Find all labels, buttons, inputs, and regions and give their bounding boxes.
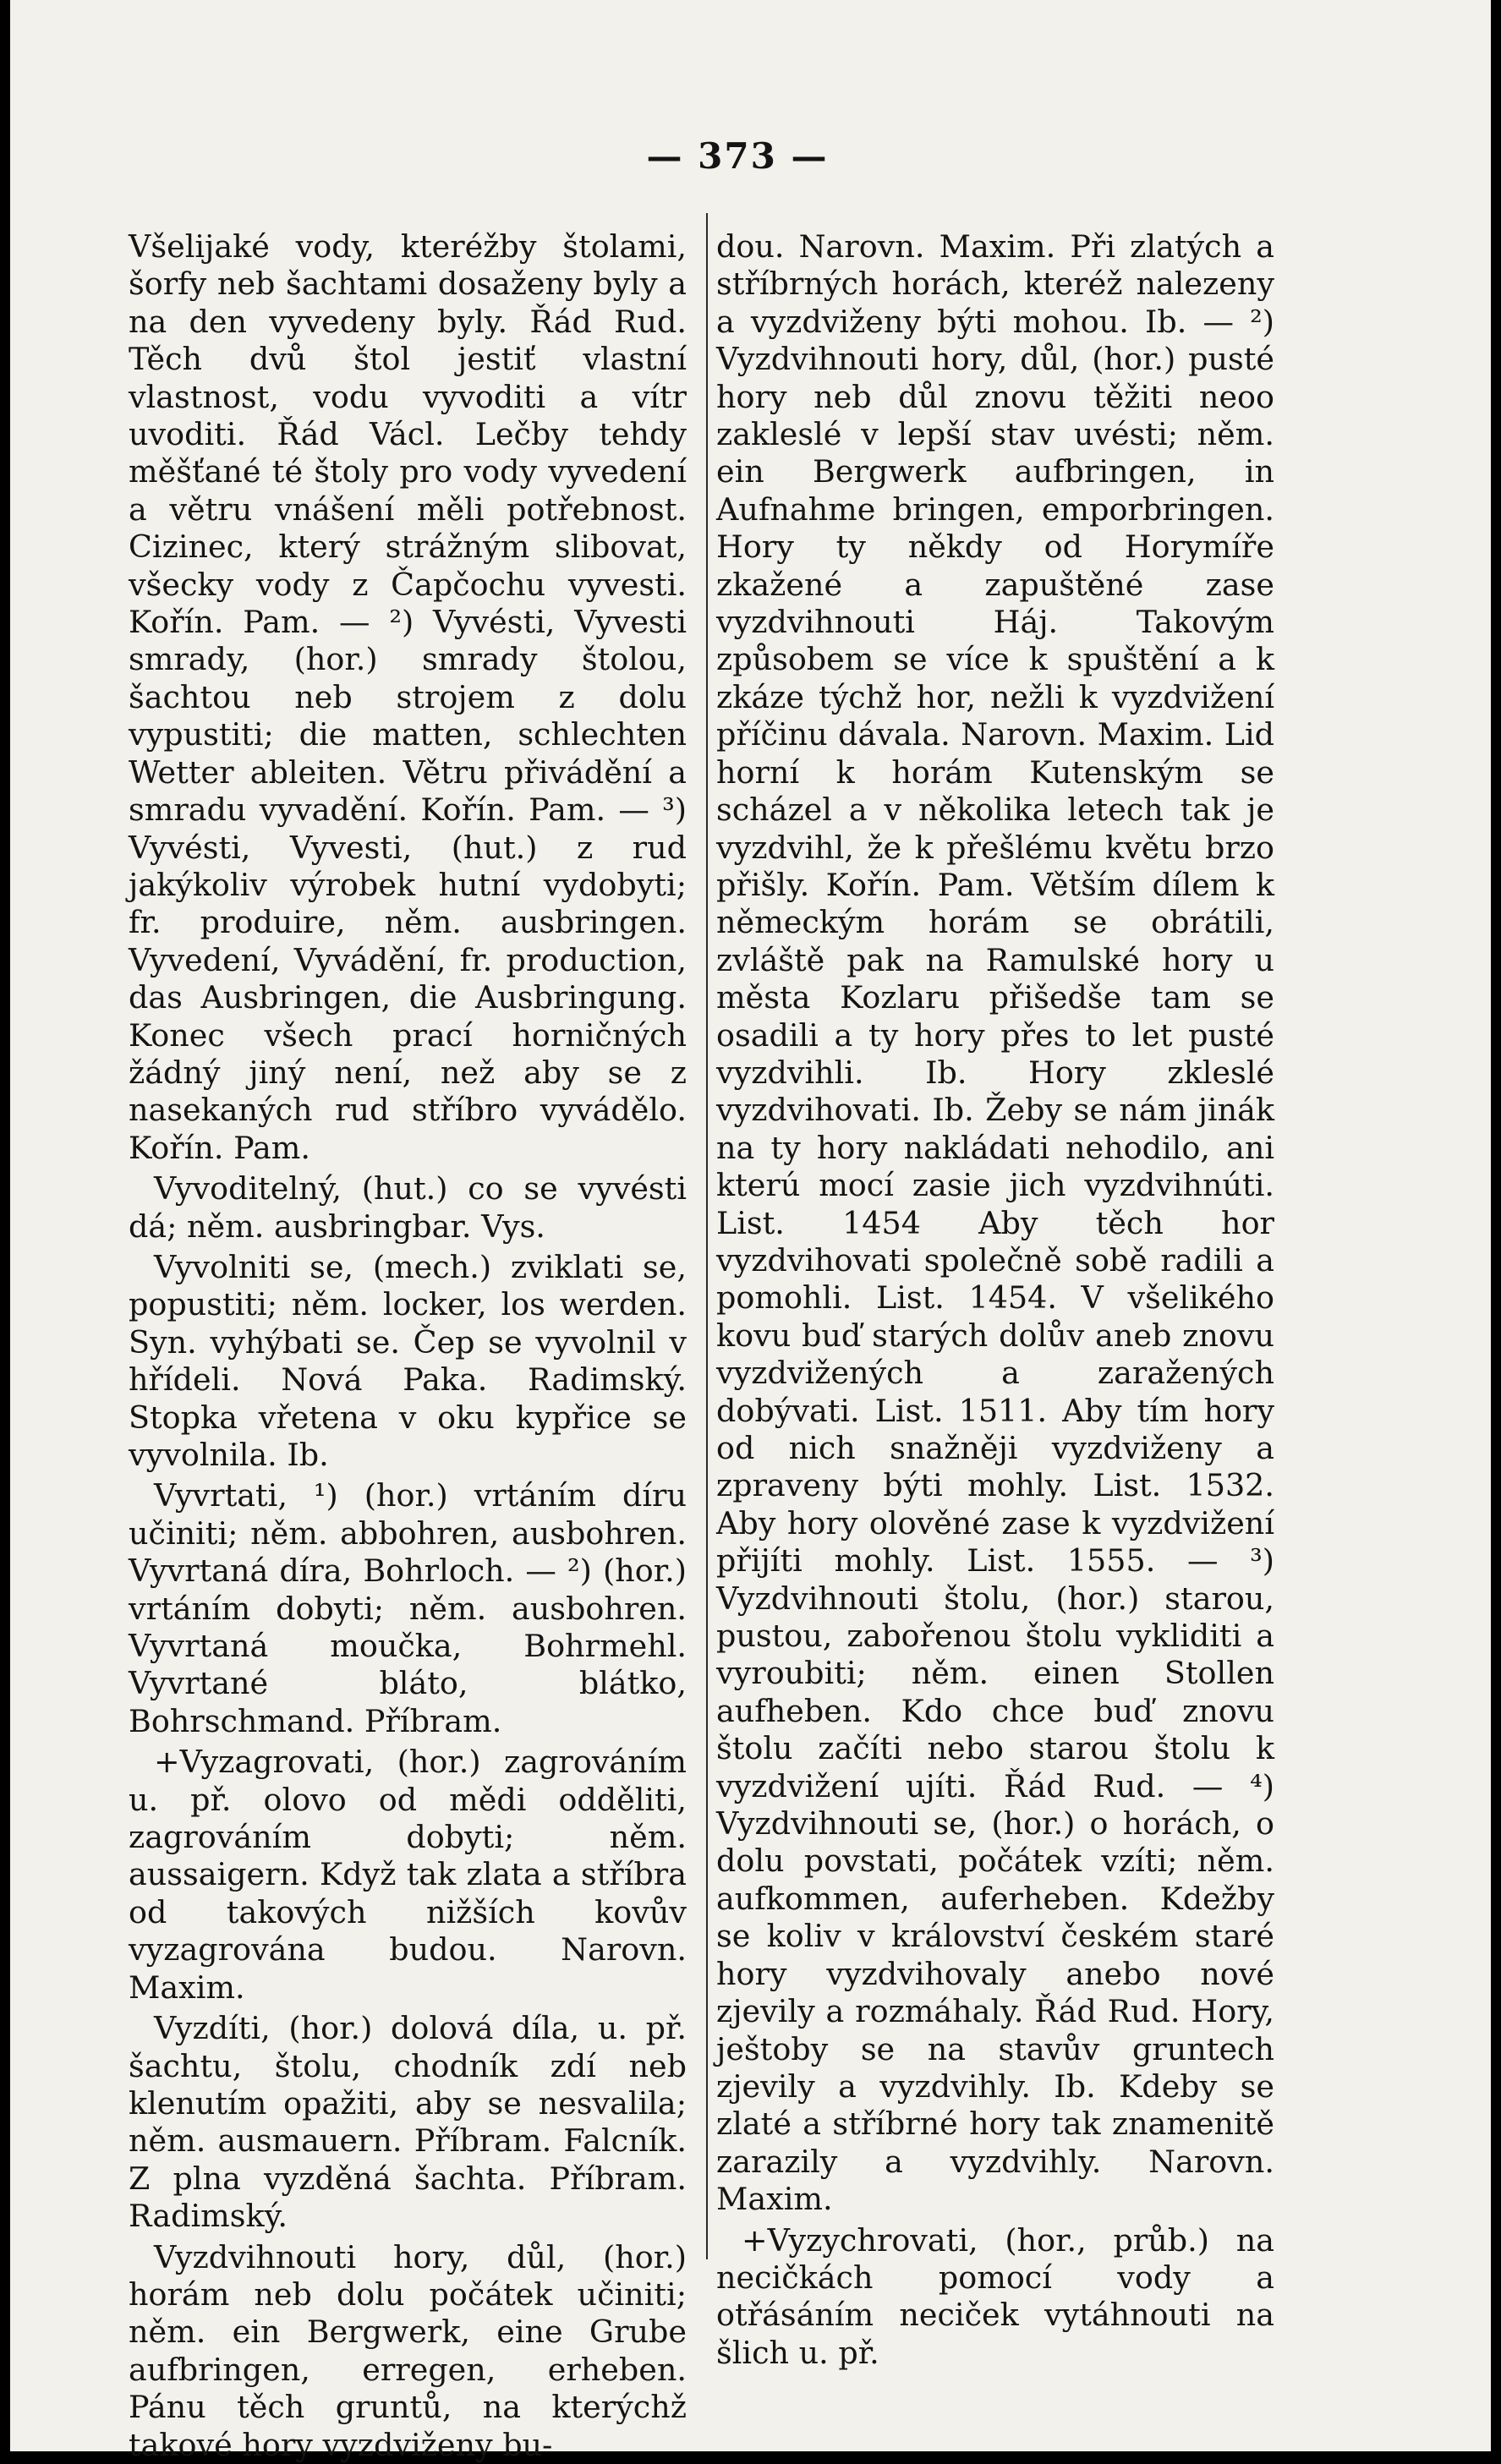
entry-vyvoditelny: Vyvoditelný, (hut.) co se vyvésti dá; něm. ausbringbar. Vys. bbox=[129, 1170, 687, 1245]
entry-vyzditi: Vyzdíti, (hor.) dolová díla, u. př. šachtu, štolu, chodník zdí neb klenutím opažiti, aby se nesvalila; něm. ausmauern. Příbram. Falcník. Z plna vyzděná šachta. Příbram. Radimský. bbox=[129, 2010, 687, 2235]
entry-vyzagrovati: +Vyzagrovati, (hor.) zagrováním u. př. olovo od mědi odděliti, zagrováním dobyti; něm. aussaigern. Když tak zlata a stříbra od takových nižších kovův vyzagrována budou. Narovn. Maxim. bbox=[129, 1744, 687, 2006]
column-divider bbox=[706, 213, 708, 2259]
left-paragraph: Všelijaké vody, kteréžby štolami, šorfy neb šachtami dosaženy byly a na den vyvedeny byly. Řád Rud. Těch dvů štol jestiť vlastní vlastnost, vodu vyvoditi a vítr uvoditi. Řád Václ. Lečby tehdy měšťané té štoly pro vody vyvedení a větru vnášení měli potřebnost. Cizinec, který strážným slibovat, všecky vody z Čapčochu vyvesti. Kořín. Pam. — ²) Vyvésti, Vyvesti smrady, (hor.) smrady štolou, šachtou neb strojem z dolu vypustiti; die matten, schlechten Wetter ableiten. Větru přivádění a smradu vyvadění. Kořín. Pam. — ³) Vyvésti, Vyvesti, (hut.) z rud jakýkoliv výrobek hutní vydobyti; fr. produire, něm. ausbringen. Vyvedení, Vyvádění, fr. production, das Ausbringen, die Ausbringung. Konec všech prací horničných žádný jiný není, než aby se z nasekaných rud stříbro vyvádělo. Kořín. Pam. bbox=[129, 228, 687, 1166]
entry-vyvrtati: Vyvrtati, ¹) (hor.) vrtáním díru učiniti; něm. abbohren, ausbohren. Vyvrtaná díra, Bohrloch. — ²) (hor.) vrtáním dobyti; něm. ausbohren. Vyvrtaná moučka, Bohrmehl. Vyvrtané bláto, blátko, Bohrschmand. Příbram. bbox=[129, 1477, 687, 1739]
entry-vyzdvihnouti: Vyzdvihnouti hory, důl, (hor.) horám neb dolu počátek učiniti; něm. ein Bergwerk, eine Grube aufbringen, erregen, erheben. Pánu těch gruntů, na kterýchž takové hory vyzdviženy bu- bbox=[129, 2238, 687, 2463]
left-column bbox=[129, 228, 687, 2464]
page-number: — 373 — bbox=[646, 135, 829, 177]
entry-vyzychrovati: +Vyzychrovati, (hor., průb.) na necičkách pomocí vody a otřásáním neciček vytáhnouti na šlich u. př. bbox=[716, 2221, 1274, 2371]
dictionary-page bbox=[10, 0, 1491, 2463]
right-column bbox=[716, 228, 1274, 2372]
right-paragraph: dou. Narovn. Maxim. Při zlatých a stříbrných horách, kteréž nalezeny a vyzdviženy býti mohou. Ib. — ²) Vyzdvihnouti hory, důl, (hor.) pusté hory neb důl znovu těžiti neoo zakleslé v lepší stav uvésti; něm. ein Bergwerk aufbringen, in Aufnahme bringen, emporbringen. Hory ty někdy od Horymíře zkažené a zapuštěné zase vyzdvihnouti Háj. Takovým způsobem se více k spuštění a k zkáze týchž hor, nežli k vyzdvižení příčinu dávala. Narovn. Maxim. Lid horní k horám Kutenským se scházel a v několika letech tak je vyzdvihl, že k přešlému květu brzo přišly. Kořín. Pam. Větším dílem k německým horám se obrátili, zvláště pak na Ramulské hory u města Kozlaru přišedše tam se osadili a ty hory přes to let pusté vyzdvihli. Ib. Hory zkleslé vyzdvihovati. Ib. Žeby se nám jinák na ty hory nakládati nehodilo, ani kterú mocí zasie jich vyzdvihnúti. List. 1454 Aby těch hor vyzdvihovati společně sobě radili a pomohli. List. 1454. V všelikého kovu buď starých dolův aneb znovu vyzdvižených a zaražených dobývati. List. 1511. Aby tím hory od nich snažněji vyzdviženy a zpraveny býti mohly. List. 1532. Aby hory olověné zase k vyzdvižení přijíti mohly. List. 1555. — ³) Vyzdvihnouti štolu, (hor.) starou, pustou, zabořenou štolu vykliditi a vyroubiti; něm. einen Stollen aufheben. Kdo chce buď znovu štolu začíti nebo starou štolu k vyzdvižení ujíti. Řád Rud. — ⁴) Vyzdvihnouti se, (hor.) o horách, o dolu povstati, počátek vzíti; něm. aufkommen, auferheben. Kdežby se koliv v království českém staré hory vyzdvihovaly anebo nové zjevily a rozmáhaly. Řád Rud. Hory, ještoby se na stavův gruntech zjevily a vyzdvihly. Ib. Kdeby se zlaté a stříbrné hory tak znamenitě zarazily a vyzdvihly. Narovn. Maxim. bbox=[716, 228, 1274, 2218]
entry-vyvolniti: Vyvolniti se, (mech.) zviklati se, popustiti; něm. locker, los werden. Syn. vyhýbati se. Čep se vyvolnil v hřídeli. Nová Paka. Radimský. Stopka vřetena v oku kypřice se vyvolnila. Ib. bbox=[129, 1248, 687, 1473]
